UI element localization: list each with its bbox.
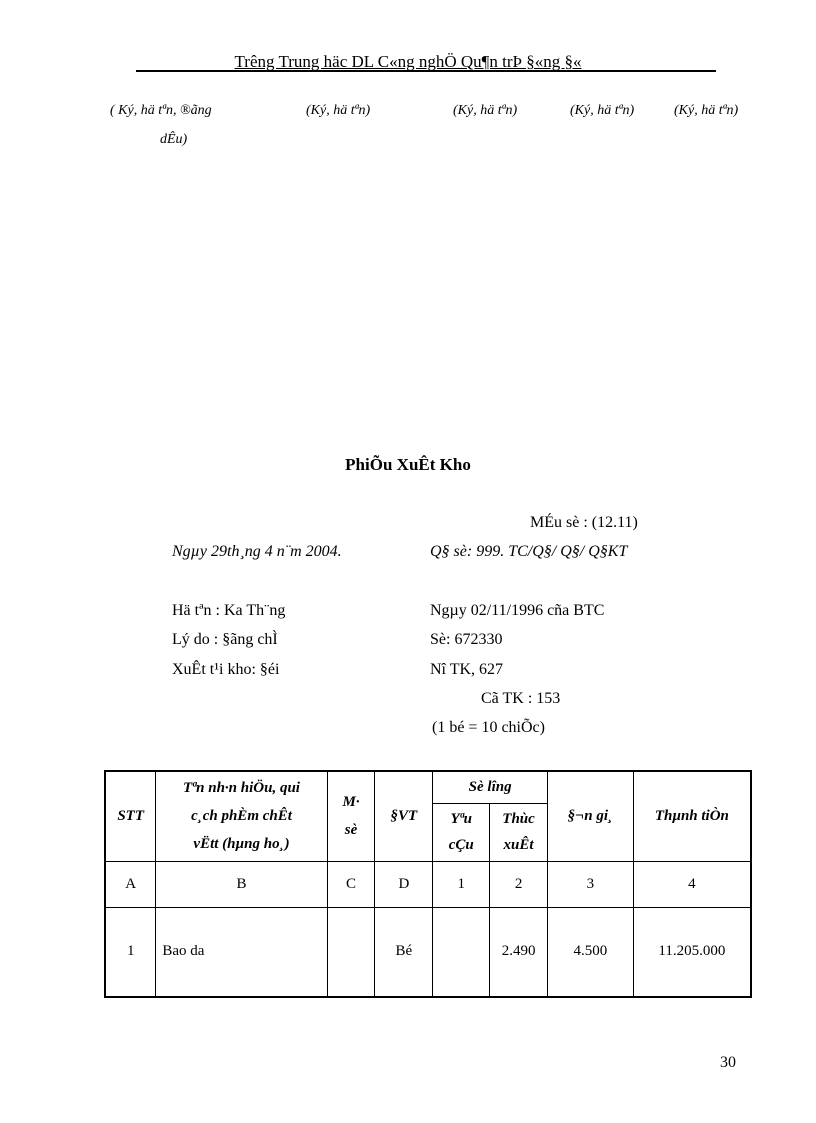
- table-row: [105, 907, 751, 997]
- column-code: D: [375, 861, 433, 907]
- header-underline: [136, 70, 716, 72]
- header-code-line1: M·: [342, 794, 360, 811]
- row-stt: 1: [105, 907, 156, 997]
- table-header-row: [105, 771, 751, 803]
- header-item-name-line2: c¸ch phÈm chÊt: [191, 808, 292, 825]
- issue-table: [104, 770, 752, 998]
- debit-account: Nî TK, 627: [430, 661, 504, 678]
- form-number: MÉu sè : (12.11): [530, 514, 638, 531]
- row-amount: 11.205.000: [633, 907, 751, 997]
- header-code: [327, 771, 375, 861]
- column-code: 4: [633, 861, 751, 907]
- column-code: 2: [490, 861, 548, 907]
- header-unit: §VT: [375, 771, 433, 861]
- header-item-name-line1: Tªn nh·n hiÖu, qui: [183, 780, 300, 797]
- row-requested: [433, 907, 490, 997]
- row-actual: 2.490: [490, 907, 548, 997]
- row-code: [327, 907, 375, 997]
- signature-label-4: (Ký, hä tªn): [570, 103, 635, 118]
- header-actual: [490, 803, 548, 861]
- header-item-name-line3: vËtt (hµng ho¸): [193, 836, 290, 853]
- header-quantity: Sè lîng: [433, 771, 548, 803]
- row-item-name: Bao da: [156, 907, 327, 997]
- document-title: PhiÕu XuÊt Kho: [345, 455, 471, 474]
- school-name: Trêng Trung häc DL C«ng nghÖ Qu¶n trÞ §«ng §«: [234, 52, 582, 71]
- warehouse: XuÊt t¹i kho: §éi: [172, 661, 280, 678]
- row-unit-price: 4.500: [548, 907, 634, 997]
- signature-label-1-continued: dÊu): [160, 132, 188, 147]
- voucher-number: Sè: 672330: [430, 631, 503, 648]
- unit-note: (1 bé = 10 chiÕc): [432, 719, 545, 736]
- header-unit-price: §¬n gi¸: [548, 771, 634, 861]
- header-actual-line2: xuÊt: [503, 837, 534, 853]
- recipient-name: Hä tªn : Ka Th¨ng: [172, 602, 286, 619]
- header-amount: Thµnh tiÒn: [633, 771, 751, 861]
- decision-number: Q§ sè: 999. TC/Q§/ Q§/ Q§KT: [430, 543, 628, 560]
- signature-label-1: ( Ký, hä tªn, ®ãng: [110, 103, 212, 118]
- header-actual-line1: Thùc: [502, 811, 535, 827]
- credit-account: Cã TK : 153: [481, 690, 561, 707]
- column-code: C: [327, 861, 375, 907]
- page-number: 30: [720, 1054, 736, 1071]
- column-code: A: [105, 861, 156, 907]
- school-header: [0, 52, 816, 72]
- column-code: 1: [433, 861, 490, 907]
- document-date: Ngµy 29th¸ng 4 n¨m 2004.: [172, 543, 342, 560]
- decision-date: Ngµy 02/11/1996 cña BTC: [430, 602, 605, 619]
- header-requested: [433, 803, 490, 861]
- row-unit: Bé: [375, 907, 433, 997]
- header-requested-line2: cÇu: [448, 837, 474, 853]
- column-code: 3: [548, 861, 634, 907]
- column-code: B: [156, 861, 327, 907]
- issue-reason: Lý do : §ãng chÌ: [172, 631, 278, 648]
- header-stt: STT: [105, 771, 156, 861]
- header-requested-line1: Yªu: [450, 811, 472, 827]
- signature-label-3: (Ký, hä tªn): [453, 103, 518, 118]
- signature-label-5: (Ký, hä tªn): [674, 103, 739, 118]
- header-item-name: [156, 771, 327, 861]
- table-code-row: [105, 861, 751, 907]
- header-code-line2: sè: [344, 822, 358, 839]
- signature-label-2: (Ký, hä tªn): [306, 103, 371, 118]
